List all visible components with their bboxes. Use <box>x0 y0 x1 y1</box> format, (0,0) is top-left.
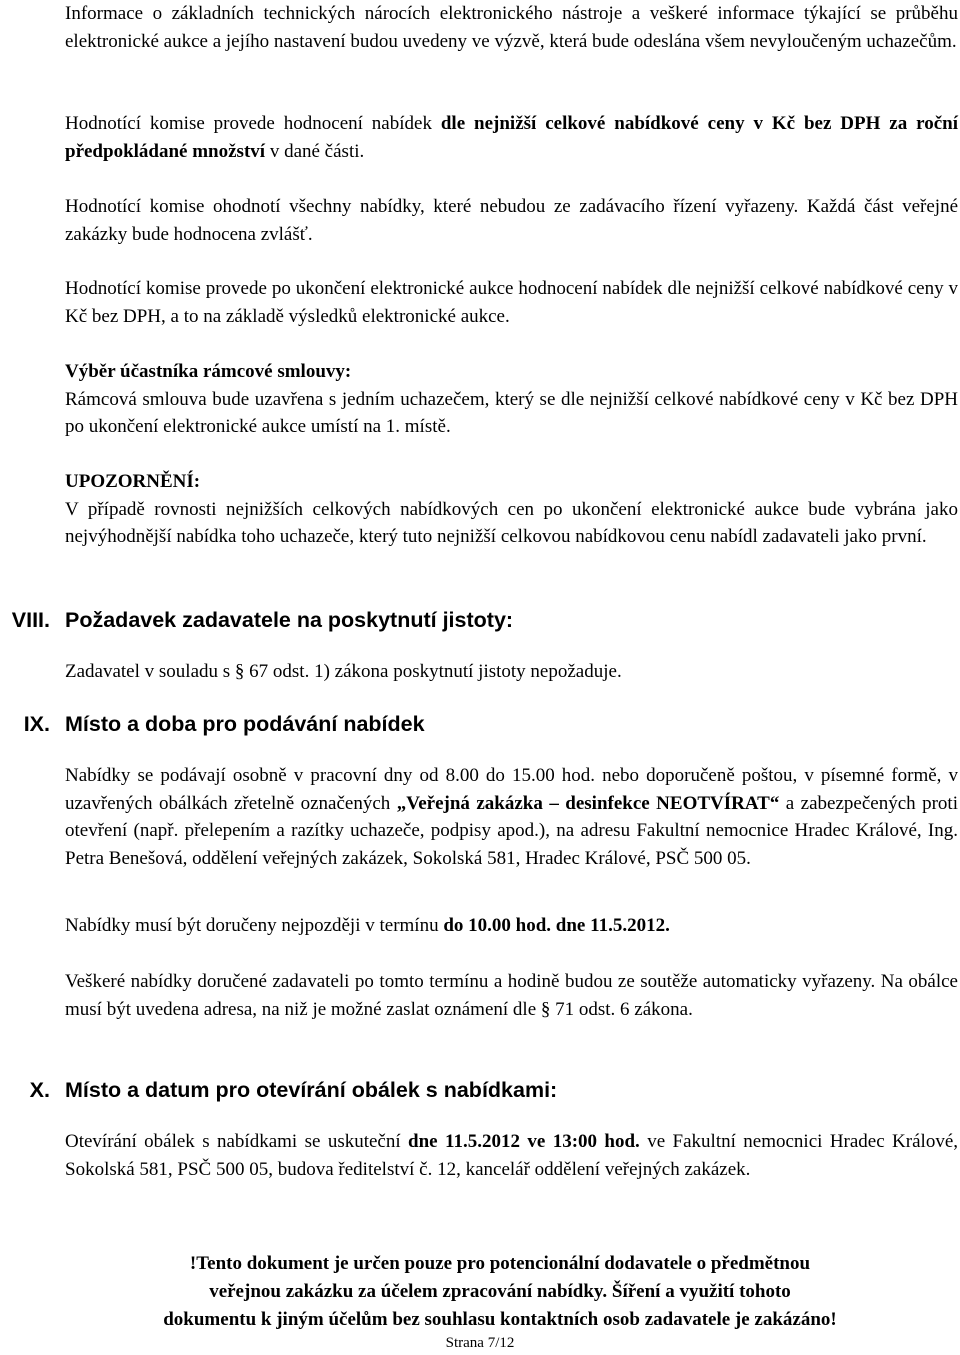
para-eval-after-auction: Hodnotící komise provede po ukončení elektronické aukce hodnocení nabídek dle nejnižší celkové nabídkové ceny v Kč bez DPH, a to na základě výsledků elektronické aukce. <box>65 278 958 327</box>
notice-line-3: dokumentu k jiným účelům bez souhlasu kontaktních osob zadavatele je zakázáno! <box>163 1309 837 1330</box>
distribution-notice <box>40 1250 960 1334</box>
selection-label: Výběr účastníka rámcové smlouvy: <box>65 361 352 382</box>
section-8-text: Zadavatel v souladu s § 67 odst. 1) zákona poskytnutí jistoty nepožaduje. <box>65 661 622 682</box>
section-9-number: IX. <box>23 712 50 736</box>
para-eval-criteria <box>65 110 958 165</box>
section-10-title: Místo a datum pro otevírání obálek s nabídkami: <box>65 1078 558 1102</box>
section-9-para-2-a: Nabídky musí být doručeny nejpozději v termínu <box>65 915 444 936</box>
section-9-para-2 <box>65 912 958 940</box>
section-9-para-1-a: Nabídky se podávají osobně v pracovní dny od 8.00 do 15.00 hod. nebo doporučeně poštou, v písemné formě, v uzavřených obálkách zřetelně označených <box>65 765 958 814</box>
warning-block <box>65 468 958 551</box>
section-9-deadline: do 10.00 hod. dne 11.5.2012. <box>443 915 670 936</box>
section-10-para <box>65 1128 958 1183</box>
section-9-para-1 <box>65 762 958 872</box>
section-8-title: Požadavek zadavatele na poskytnutí jistoty: <box>65 608 514 632</box>
section-8-number: VIII. <box>11 608 50 632</box>
section-10-number: X. <box>29 1078 50 1102</box>
para-eval-all: Hodnotící komise ohodnotí všechny nabídky, které nebudou ze zadávacího řízení vyřazeny. Každá část veřejné zakázky bude hodnocena zvlášť. <box>65 196 958 245</box>
para-eval-criteria-bold: dle nejnižší celkové nabídkové ceny v Kč bez DPH za roční předpokládané množství <box>65 113 959 162</box>
section-10-datetime: dne 11.5.2012 ve 13:00 hod. <box>408 1131 640 1152</box>
selection-block <box>65 358 958 441</box>
para-eval-criteria-post: v dané části. <box>265 140 365 162</box>
section-10-para-a: Otevírání obálek s nabídkami se uskuteční <box>65 1131 409 1152</box>
section-9-title: Místo a doba pro podávání nabídek <box>65 712 425 736</box>
section-9-para-1-label: „Veřejná zakázka – desinfekce NEOTVÍRAT“ <box>396 792 780 814</box>
notice-line-2: veřejnou zakázku za účelem zpracování nabídky. Šíření a využití tohoto <box>209 1281 791 1302</box>
warning-label: UPOZORNĚNÍ: <box>65 471 201 492</box>
section-10-para-b: ve Fakultní nemocnici Hradec Králové, Sokolská 581, PSČ 500 05, budova ředitelství č. 12, kancelář oddělení veřejných zakázek. <box>65 1131 959 1180</box>
notice-line-1: !Tento dokument je určen pouze pro potencionální dodavatele o předmětnou <box>189 1253 811 1274</box>
section-9-para-3: Veškeré nabídky doručené zadavateli po tomto termínu a hodině budou ze soutěže automaticky vyřazeny. Na obálce musí být uvedena adresa, na niž je možné zaslat oznámení dle § 71 odst. 6 zákona. <box>65 971 958 1020</box>
page-number: Strana 7/12 <box>445 1335 515 1351</box>
para-eval-criteria-pre: Hodnotící komise provede hodnocení nabídek <box>65 113 441 134</box>
section-9-para-1-b: a zabezpečených proti otevření (např. přelepením a razítky uchazeče, podpisy apod.), na adresu Fakultní nemocnice Hradec Králové, Ing. Petra Benešová, oddělení veřejných zakázek, Sokolská 581, Hradec Králové, PSČ 500 05. <box>65 792 958 869</box>
warning-text: V případě rovnosti nejnižších celkových nabídkových cen po ukončení elektronické aukce bude vybrána jako nejvýhodnější nabídka toho uchazeče, který tuto nejnižší celkovou nabídkovou cenu nabídl zadavateli jako první. <box>65 498 958 547</box>
selection-text: Rámcová smlouva bude uzavřena s jedním uchazečem, který se dle nejnižší celkové nabídkové ceny v Kč bez DPH po ukončení elektronické aukce umístí na 1. místě. <box>65 388 958 437</box>
para-auction-info: Informace o základních technických nárocích elektronického nástroje a veškeré informace týkající se průběhu elektronické aukce a jejího nastavení budou uvedeny ve výzvě, která bude odeslána všem nevyloučeným uchazečům. <box>65 3 958 52</box>
